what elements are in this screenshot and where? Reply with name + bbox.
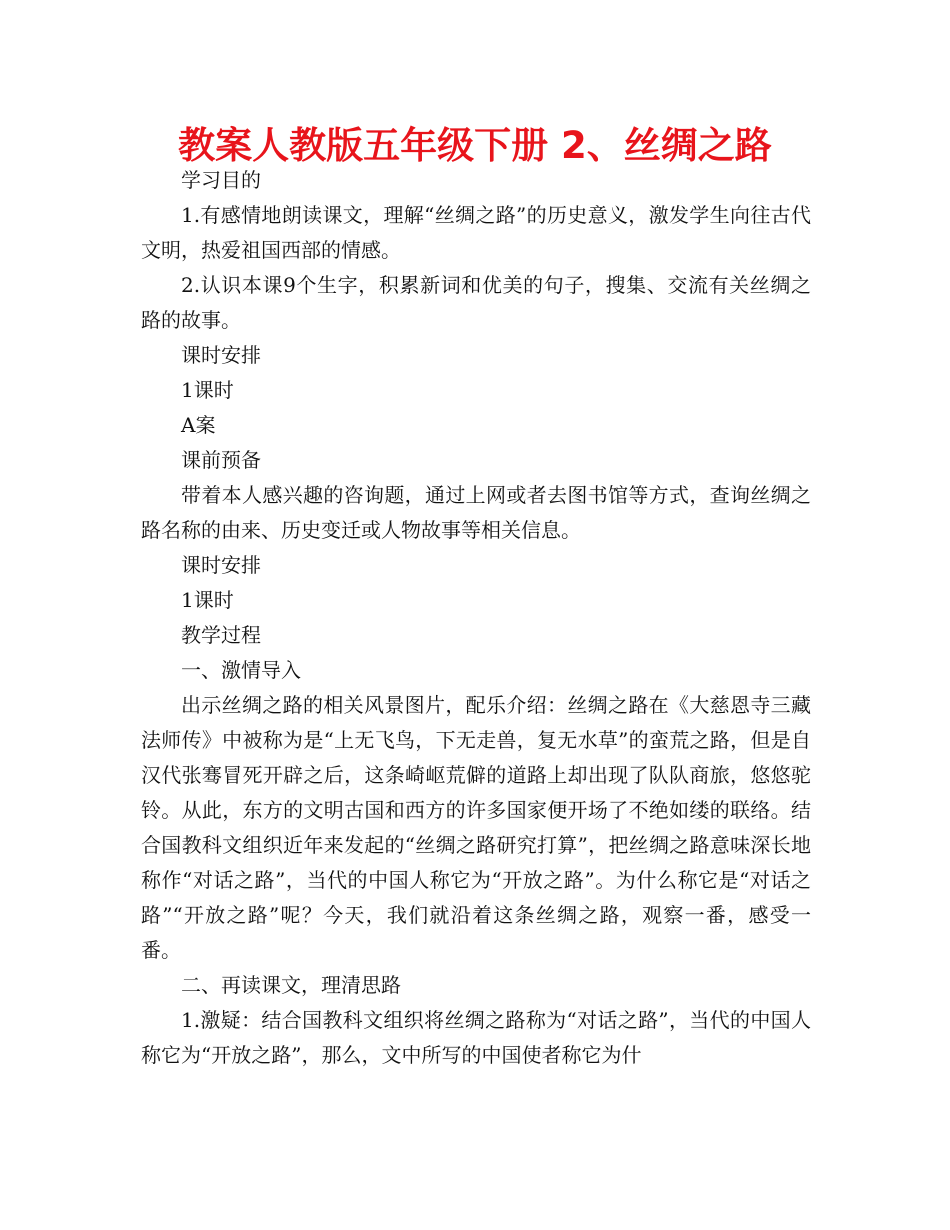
paragraph-one-lesson-2: 1课时 <box>181 588 234 612</box>
paragraph-one-lesson: 1课时 <box>181 378 234 402</box>
heading-section-2: 二、再读课文，理清思路 <box>181 973 401 997</box>
paragraph-goal-2: 2.认识本课9个生字，积累新词和优美的句子，搜集、交流有关丝绸之路的故事。 <box>141 273 811 332</box>
heading-plan-a: A案 <box>181 413 216 437</box>
paragraph-preparation: 带着本人感兴趣的咨询题，通过上网或者去图书馆等方式，查询丝绸之路名称的由来、历史变迁或人物故事等相关信息。 <box>141 483 811 542</box>
document-title: 教案人教版五年级下册 2、丝绸之路 <box>178 124 772 167</box>
paragraph-question: 1.激疑：结合国教科文组织将丝绸之路称为“对话之路”，当代的中国人称它为“开放之路”，那么，文中所写的中国使者称它为什 <box>141 1008 811 1067</box>
heading-teaching-process: 教学过程 <box>181 623 261 647</box>
heading-schedule: 课时安排 <box>181 343 261 367</box>
heading-preparation: 课前预备 <box>181 448 261 472</box>
heading-schedule-2: 课时安排 <box>181 553 261 577</box>
heading-section-1: 一、激情导入 <box>181 658 301 682</box>
heading-learning-goals: 学习目的 <box>181 168 261 192</box>
paragraph-introduction: 出示丝绸之路的相关风景图片，配乐介绍：丝绸之路在《大慈恩寺三藏法师传》中被称为是“上无飞鸟，下无走兽，复无水草”的蛮荒之路，但是自汉代张骞冒死开辟之后，这条崎岖荒僻的道路上却出现了队队商旅，悠悠驼铃。从此，东方的文明古国和西方的许多国家便开场了不绝如缕的联络。结合国教科文组织近年来发起的“丝绸之路研究打算”，把丝绸之路意味深长地称作“对话之路”，当代的中国人称它为“开放之路”。为什么称它是“对话之路”“开放之路”呢？今天，我们就沿着这条丝绸之路，观察一番，感受一番。 <box>141 693 811 962</box>
document-body <box>141 163 811 1073</box>
paragraph-goal-1: 1.有感情地朗读课文，理解“丝绸之路”的历史意义，激发学生向往古代文明，热爱祖国西部的情感。 <box>141 203 811 262</box>
